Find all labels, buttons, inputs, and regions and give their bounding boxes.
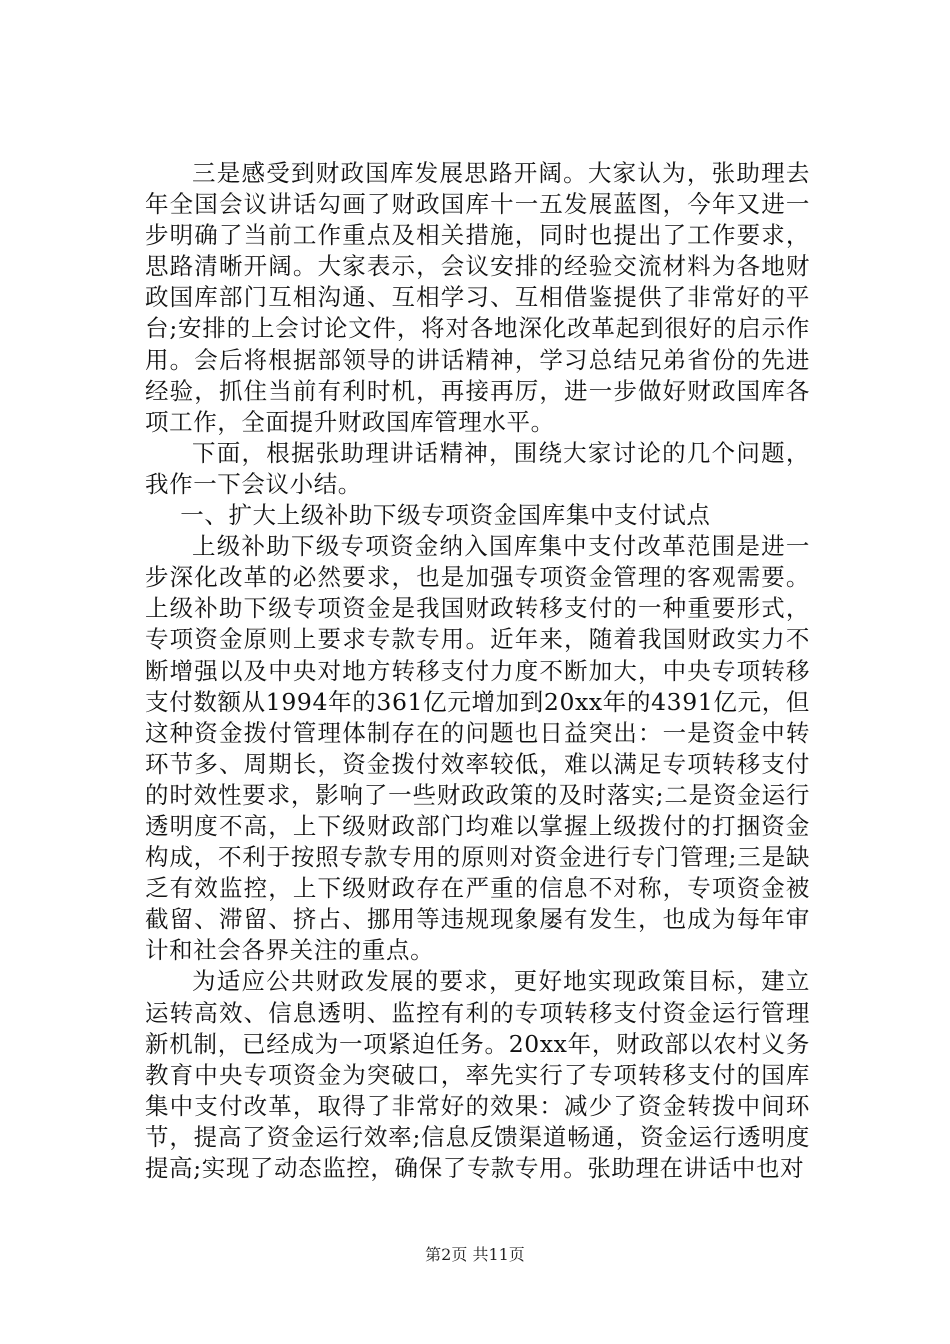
paragraph-thoughts: 三是感受到财政国库发展思路开阔。大家认为，张助理去年全国会议讲话勾画了财政国库十一五发展蓝图，今年又进一步明确了当前工作重点及相关措施，同时也提出了工作要求，思路清晰开阔。大家表示，会议安排的经验交流材料为各地财政国库部门互相沟通、互相学习、互相借鉴提供了非常好的平台;安排的上会讨论文件，将对各地深化改革起到很好的启示作用。会后将根据部领导的讲话精神，学习总结兄弟省份的先进经验，抓住当前有利时机，再接再厉，进一步做好财政国库各项工作，全面提升财政国库管理水平。 — [145, 159, 810, 436]
section-heading: 一、扩大上级补助下级专项资金国库集中支付试点 — [180, 501, 711, 530]
paragraph-reform: 为适应公共财政发展的要求，更好地实现政策目标，建立运转高效、信息透明、监控有利的专项转移支付资金运行管理新机制，已经成为一项紧迫任务。20xx年，财政部以农村义务教育中央专项资金为突破口，率先实行了专项转移支付的国库集中支付改革，取得了非常好的效果：减少了资金转拨中间环节，提高了资金运行效率;信息反馈渠道畅通，资金运行透明度提高;实现了动态监控，确保了专款专用。张助理在讲话中也对 — [145, 967, 810, 1182]
paragraph-summary-intro: 下面，根据张助理讲话精神，围绕大家讨论的几个问题，我作一下会议小结。 — [145, 438, 810, 498]
paragraph-special-funds: 上级补助下级专项资金纳入国库集中支付改革范围是进一步深化改革的必然要求，也是加强专项资金管理的客观需要。上级补助下级专项资金是我国财政转移支付的一种重要形式，专项资金原则上要求专款专用。近年来，随着我国财政实力不断增强以及中央对地方转移支付力度不断加大，中央专项转移支付数额从1994年的361亿元增加到20xx年的4391亿元，但这种资金拨付管理体制存在的问题也日益突出：一是资金中转环节多、周期长，资金拨付效率较低，难以满足专项转移支付的时效性要求，影响了一些财政政策的及时落实;二是资金运行透明度不高，上下级财政部门均难以掌握上级拨付的打捆资金构成，不利于按照专款专用的原则对资金进行专门管理;三是缺乏有效监控，上下级财政存在严重的信息不对称，专项资金被截留、滞留、挤占、挪用等违规现象屡有发生，也成为每年审计和社会各界关注的重点。 — [145, 532, 810, 965]
document-body — [145, 158, 810, 1184]
page-number: 第2页 共11页 — [425, 1245, 525, 1264]
